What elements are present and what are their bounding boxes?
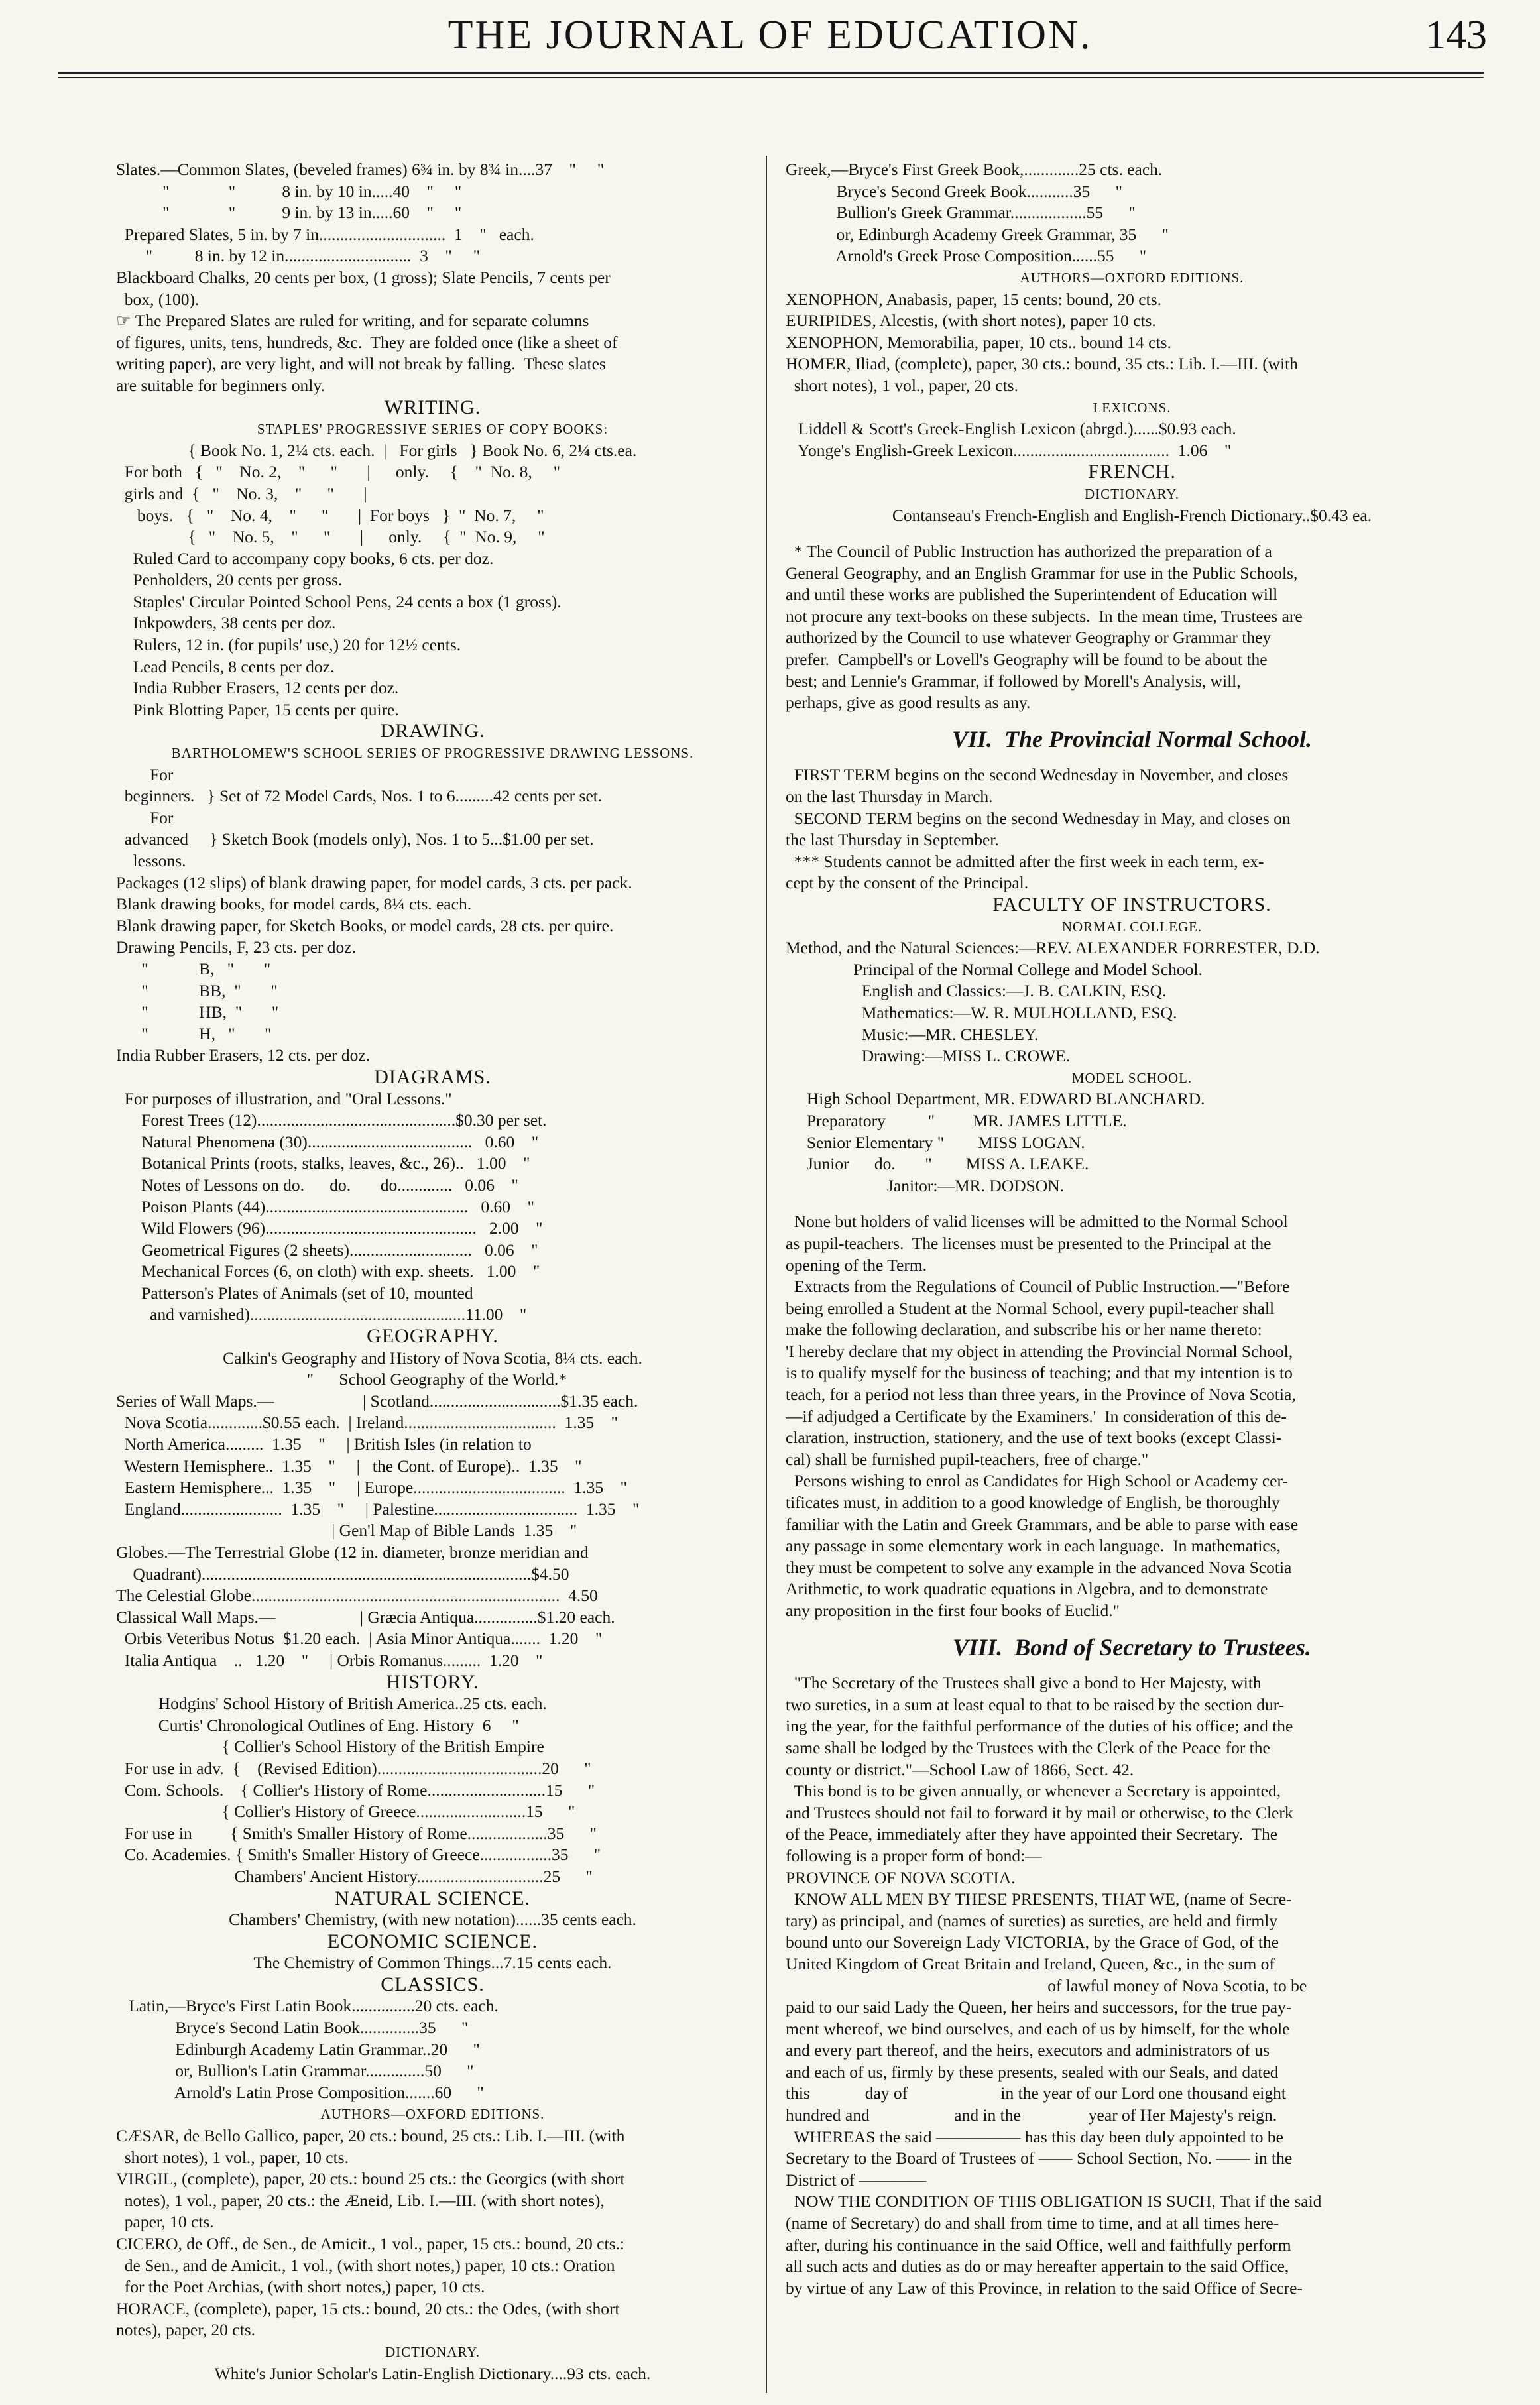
right-text-line: District of ———— xyxy=(786,2170,927,2190)
right-text-line: (name of Secretary) do and shall from time to time, and at all times here- xyxy=(786,2213,1279,2233)
left-text-line: " " 9 in. by 13 in.....60 " " xyxy=(116,203,462,223)
right-column xyxy=(786,159,1478,2299)
right-text-line: Yonge's English-Greek Lexicon..................................... 1.06 " xyxy=(786,440,1232,460)
right-text-line: of lawful money of Nova Scotia, to be xyxy=(786,1975,1307,1995)
left-text-line: Calkin's Geography and History of Nova Scotia, 8¼ cts. each. xyxy=(223,1348,642,1368)
right-text-line: ing the year, for the faithful performance of the duties of his office; and the xyxy=(786,1716,1293,1736)
left-text-line: Geometrical Figures (2 sheets)............................. 0.06 " xyxy=(116,1240,538,1260)
right-text-line: AUTHORS—OXFORD EDITIONS. xyxy=(1020,269,1244,286)
left-text-line: paper, 10 cts. xyxy=(116,2212,214,2232)
left-text-line: White's Junior Scholar's Latin-English Dictionary....93 cts. each. xyxy=(214,2363,651,2383)
right-text-line: cept by the consent of the Principal. xyxy=(786,873,1029,893)
left-text-line: For xyxy=(116,807,174,827)
right-text-line: paid to our said Lady the Queen, her heirs and successors, for the true pay- xyxy=(786,1997,1292,2017)
left-text-line: " HB, " " xyxy=(116,1002,279,1022)
left-text-line: Bryce's Second Latin Book..............35 " xyxy=(116,2018,469,2038)
right-text-line: not procure any text-books on these subjects. In the mean time, Trustees are xyxy=(786,606,1303,626)
left-text-line: Latin,—Bryce's First Latin Book...............20 cts. each. xyxy=(116,1996,499,2016)
right-text-line: MODEL SCHOOL. xyxy=(1071,1069,1193,1086)
left-text-line: Hodgins' School History of British America..25 cts. each. xyxy=(116,1694,547,1714)
left-text-line: England........................ 1.35 " | Palestine.................................. 1.35 " xyxy=(116,1499,640,1519)
left-text-line: Patterson's Plates of Animals (set of 10, mounted xyxy=(116,1283,473,1303)
right-text-line: and each of us, firmly by these presents, sealed with our Seals, and dated xyxy=(786,2062,1279,2082)
left-text-line: BARTHOLOMEW'S SCHOOL SERIES OF PROGRESSIVE DRAWING LESSONS. xyxy=(171,745,694,762)
left-text-line: Quadrant)..............................................................................$4.50 xyxy=(116,1564,569,1584)
right-text-line: *** Students cannot be admitted after the first week in each term, ex- xyxy=(786,851,1264,871)
right-text-line: after, during his continuance in the said Office, well and faithfully perform xyxy=(786,2235,1291,2255)
left-text-line: writing paper), are very light, and will not break by falling. These slates xyxy=(116,354,606,374)
right-text-line: VII. The Provincial Normal School. xyxy=(951,725,1313,752)
left-text-line: Eastern Hemisphere... 1.35 " | Europe.................................... 1.35 " xyxy=(116,1478,627,1497)
right-text-line: Preparatory " MR. JAMES LITTLE. xyxy=(786,1110,1127,1130)
right-text-line: any passage in some elementary work in each language. In mathematics, xyxy=(786,1536,1281,1556)
left-text-line: Blackboard Chalks, 20 cents per box, (1 gross); Slate Pencils, 7 cents per xyxy=(116,267,611,287)
right-text-line: Junior do. " MISS A. LEAKE. xyxy=(786,1154,1089,1174)
left-text-line: Botanical Prints (roots, stalks, leaves, &c., 26).. 1.00 " xyxy=(116,1153,530,1173)
right-text-line: claration, instruction, stationery, and the use of text books (except Classi- xyxy=(786,1428,1282,1448)
left-text-line: boys. { " No. 4, " " | For boys } " No. 7, " xyxy=(116,505,544,525)
right-text-line: None but holders of valid licenses will be admitted to the Normal School xyxy=(786,1212,1288,1232)
right-text-line: XENOPHON, Anabasis, paper, 15 cents: bound, 20 cts. xyxy=(786,289,1161,309)
left-text-line: Globes.—The Terrestrial Globe (12 in. diameter, bronze meridian and xyxy=(116,1543,589,1562)
right-text-line: Greek,—Bryce's First Greek Book,.............25 cts. each. xyxy=(786,160,1163,179)
left-text-line: ECONOMIC SCIENCE. xyxy=(327,1930,538,1952)
left-text-line: { Collier's School History of the British Empire xyxy=(116,1737,544,1757)
right-text-line: Bryce's Second Greek Book...........35 " xyxy=(786,181,1122,201)
right-text-line: or, Edinburgh Academy Greek Grammar, 35 " xyxy=(786,224,1169,244)
right-text-line: Extracts from the Regulations of Council of Public Instruction.—"Before xyxy=(786,1277,1290,1297)
right-text-line: Mathematics:—W. R. MULHOLLAND, ESQ. xyxy=(786,1002,1177,1022)
left-text-line: for the Poet Archias, (with short notes,) paper, 10 cts. xyxy=(116,2277,485,2297)
right-text-line: Persons wishing to enrol as Candidates for High School or Academy cer- xyxy=(786,1471,1288,1491)
right-text-line: Method, and the Natural Sciences:—REV. ALEXANDER FORRESTER, D.D. xyxy=(786,938,1320,958)
left-text-line: " 8 in. by 12 in.............................. 3 " " xyxy=(116,246,481,266)
right-text-line: KNOW ALL MEN BY THESE PRESENTS, THAT WE, (name of Secre- xyxy=(786,1889,1292,1909)
left-text-line: Mechanical Forces (6, on cloth) with exp. sheets. 1.00 " xyxy=(116,1261,540,1281)
left-text-line: and varnished)...................................................11.00 " xyxy=(116,1305,527,1324)
right-text-line: United Kingdom of Great Britain and Ireland, Queen, &c., in the sum of xyxy=(786,1954,1275,1973)
right-text-line: HOMER, Iliad, (complete), paper, 30 cts.: bound, 35 cts.: Lib. I.—III. (with xyxy=(786,354,1299,374)
right-text-line: perhaps, give as good results as any. xyxy=(786,693,1031,713)
left-text-line: CÆSAR, de Bello Gallico, paper, 20 cts.: bound, 25 cts.: Lib. I.—III. (with xyxy=(116,2126,625,2146)
left-text-line: Prepared Slates, 5 in. by 7 in.............................. 1 " each. xyxy=(116,224,534,244)
left-text-line: ☞ The Prepared Slates are ruled for writing, and for separate columns xyxy=(116,311,589,331)
right-text-line: NORMAL COLLEGE. xyxy=(1061,918,1203,935)
right-text-line: make the following declaration, and subscribe his or her name thereto: xyxy=(786,1320,1262,1340)
right-text-line: hundred and and in the year of Her Majesty's reign. xyxy=(786,2105,1277,2125)
left-text-line: For use in adv. { (Revised Edition).......................................20 " xyxy=(116,1758,591,1778)
left-text-line: advanced } Sketch Book (models only), Nos. 1 to 5...$1.00 per set. xyxy=(116,829,594,849)
left-text-line: VIRGIL, (complete), paper, 20 cts.: bound 25 cts.: the Georgics (with short xyxy=(116,2169,625,2189)
right-text-line: Arnold's Greek Prose Composition......55 " xyxy=(786,246,1147,266)
right-text-line: and every part thereof, and the heirs, executors and administrators of us xyxy=(786,2040,1270,2060)
left-text-line: Edinburgh Academy Latin Grammar..20 " xyxy=(116,2039,480,2059)
left-text-line: DIAGRAMS. xyxy=(374,1066,491,1088)
left-text-line: Notes of Lessons on do. do. do............. 0.06 " xyxy=(116,1175,518,1195)
right-text-line: they must be competent to solve any example in the advanced Nova Scotia xyxy=(786,1557,1292,1577)
right-text-line: Arithmetic, to work quadratic equations in Algebra, and to demonstrate xyxy=(786,1579,1268,1599)
journal-title: THE JOURNAL OF EDUCATION. xyxy=(447,13,1093,58)
left-text-line: Com. Schools. { Collier's History of Rome............................15 " xyxy=(116,1780,595,1800)
right-text-line: —if adjudged a Certificate by the Examiners.' In consideration of this de- xyxy=(786,1406,1287,1426)
left-text-line: For both { " No. 2, " " | only. { " No. 8, " xyxy=(116,462,561,482)
left-text-line: Curtis' Chronological Outlines of Eng. History 6 " xyxy=(116,1715,519,1735)
right-text-line: * The Council of Public Instruction has authorized the preparation of a xyxy=(786,542,1272,561)
left-text-line: Packages (12 slips) of blank drawing paper, for model cards, 3 cts. per pack. xyxy=(116,872,632,892)
left-text-line: India Rubber Erasers, 12 cts. per doz. xyxy=(116,1045,371,1065)
left-text-line: Co. Academies. { Smith's Smaller History of Greece.................35 " xyxy=(116,1845,601,1865)
right-text-line: EURIPIDES, Alcestis, (with short notes), paper 10 cts. xyxy=(786,311,1156,331)
right-text-line: SECOND TERM begins on the second Wednesday in May, and closes on xyxy=(786,808,1291,828)
right-text-line: XENOPHON, Memorabilia, paper, 10 cts.. bound 14 cts. xyxy=(786,332,1171,352)
right-text-line: all such acts and duties as do or may hereafter appertain to the said Office, xyxy=(786,2257,1289,2276)
right-text-line: Janitor:—MR. DODSON. xyxy=(786,1175,1065,1195)
right-text-line: ment whereof, we bind ourselves, and each of us by himself, for the whole xyxy=(786,2019,1290,2038)
right-text-line: following is a proper form of bond:— xyxy=(786,1846,1042,1865)
left-text-line: The Chemistry of Common Things...7.15 cents each. xyxy=(253,1953,612,1973)
left-text-line: DICTIONARY. xyxy=(385,2343,481,2360)
left-text-line: CLASSICS. xyxy=(381,1973,485,1995)
right-text-line: as pupil-teachers. The licenses must be presented to the Principal at the xyxy=(786,1233,1272,1253)
right-text-line: any proposition in the first four books of Euclid." xyxy=(786,1601,1120,1620)
left-text-line: beginners. } Set of 72 Model Cards, Nos. 1 to 6.........42 cents per set. xyxy=(116,786,603,806)
left-text-line: STAPLES' PROGRESSIVE SERIES OF COPY BOOKS: xyxy=(257,421,609,438)
left-text-line: | Gen'l Map of Bible Lands 1.35 " xyxy=(116,1521,577,1541)
left-text-line: North America......... 1.35 " | British Isles (in relation to xyxy=(116,1435,532,1454)
right-text-line: This bond is to be given annually, or whenever a Secretary is appointed, xyxy=(786,1781,1281,1801)
right-text-line: cal) shall be furnished pupil-teachers, free of charge." xyxy=(786,1449,1149,1469)
left-text-line: Lead Pencils, 8 cents per doz. xyxy=(116,656,335,676)
right-text-line: tary) as principal, and (names of sureties) as sureties, are held and firmly xyxy=(786,1910,1278,1930)
right-text-line: DICTIONARY. xyxy=(1084,485,1180,502)
right-text-line: being enrolled a Student at the Normal School, every pupil-teacher shall xyxy=(786,1298,1275,1318)
left-text-line: India Rubber Erasers, 12 cents per doz. xyxy=(116,678,399,698)
right-text-line: Bullion's Greek Grammar..................55 " xyxy=(786,203,1136,223)
left-text-line: HORACE, (complete), paper, 15 cts.: bound, 20 cts.: the Odes, (with short xyxy=(116,2298,620,2318)
left-text-line: " " 8 in. by 10 in.....40 " " xyxy=(116,181,462,201)
left-text-line: " School Geography of the World.* xyxy=(298,1370,567,1389)
left-text-line: notes), 1 vol., paper, 20 cts.: the Æneid, Lib. I.—III. (with short notes), xyxy=(116,2190,605,2210)
right-text-line: two sureties, in a sum at least equal to that to be raised by the section dur- xyxy=(786,1694,1285,1714)
right-text-line: the last Thursday in September. xyxy=(786,830,999,850)
right-text-line: tificates must, in addition to a good knowledge of English, be thoroughly xyxy=(786,1493,1280,1513)
right-text-line: this day of in the year of our Lord one thousand eight xyxy=(786,2083,1286,2103)
left-text-line: { " No. 5, " " | only. { " No. 9, " xyxy=(116,527,545,547)
right-text-line: of the Peace, immediately after they have appointed their Secretary. The xyxy=(786,1824,1278,1844)
left-text-line: Nova Scotia.............$0.55 each. | Ireland.................................... 1.35 " xyxy=(116,1413,619,1433)
left-text-line: are suitable for beginners only. xyxy=(116,375,325,395)
left-text-line: Staples' Circular Pointed School Pens, 24 cents a box (1 gross). xyxy=(116,591,562,611)
left-text-line: " BB, " " xyxy=(116,980,278,1000)
header-rule-thin xyxy=(58,77,1484,78)
right-text-line: FRENCH. xyxy=(1088,461,1176,483)
left-text-line: Poison Plants (44)................................................ 0.60 " xyxy=(116,1197,534,1216)
left-text-line: Italia Antiqua .. 1.20 " | Orbis Romanus......... 1.20 " xyxy=(116,1650,543,1670)
left-text-line: Blank drawing books, for model cards, 8¼ cts. each. xyxy=(116,894,472,914)
right-text-line: and until these works are published the Superintendent of Education will xyxy=(786,585,1278,605)
left-text-line: CICERO, de Off., de Sen., de Amicit., 1 vol., paper, 15 cts.: bound, 20 cts.: xyxy=(116,2234,624,2253)
right-text-line: "The Secretary of the Trustees shall give a bond to Her Majesty, with xyxy=(786,1673,1262,1693)
column-divider xyxy=(766,156,767,2393)
left-text-line: or, Bullion's Latin Grammar..............50 " xyxy=(116,2061,474,2081)
right-text-line: authorized by the Council to use whatever Geography or Grammar they xyxy=(786,628,1272,648)
right-text-line: prefer. Campbell's or Lovell's Geography will be found to be about the xyxy=(786,650,1268,670)
right-text-line: General Geography, and an English Grammar for use in the Public Schools, xyxy=(786,563,1298,583)
left-text-line: Series of Wall Maps.— | Scotland...............................$1.35 each. xyxy=(116,1391,638,1411)
right-text-line: short notes), 1 vol., paper, 20 cts. xyxy=(786,375,1018,395)
right-text-line xyxy=(786,1197,1478,1211)
left-text-line: Slates.—Common Slates, (beveled frames) 6¾ in. by 8¾ in....37 " " xyxy=(116,160,605,179)
left-text-line: Classical Wall Maps.— | Græcia Antiqua...............$1.20 each. xyxy=(116,1607,615,1627)
right-text-line: FIRST TERM begins on the second Wednesday in November, and closes xyxy=(786,765,1289,785)
right-text-line: by virtue of any Law of this Province, in relation to the said Office of Secre- xyxy=(786,2278,1303,2298)
left-text-line: Orbis Veteribus Notus $1.20 each. | Asia Minor Antiqua....... 1.20 " xyxy=(116,1629,603,1649)
left-text-line: notes), paper, 20 cts. xyxy=(116,2320,256,2340)
right-text-line: best; and Lennie's Grammar, if followed by Morell's Analysis, will, xyxy=(786,671,1241,691)
left-text-line: lessons. xyxy=(116,851,186,870)
right-text-line: teach, for a period not less than three years, in the Province of Nova Scotia, xyxy=(786,1385,1296,1405)
left-text-line: Drawing Pencils, F, 23 cts. per doz. xyxy=(116,937,356,957)
right-text-line: High School Department, MR. EDWARD BLANCHARD. xyxy=(786,1089,1205,1109)
left-text-line: Pink Blotting Paper, 15 cents per quire. xyxy=(116,699,399,719)
right-text-line: Contanseau's French-English and English-French Dictionary..$0.43 ea. xyxy=(892,505,1372,525)
left-text-line: DRAWING. xyxy=(380,721,485,742)
left-text-line: Blank drawing paper, for Sketch Books, or model cards, 28 cts. per quire. xyxy=(116,915,614,935)
left-text-line: For use in { Smith's Smaller History of Rome...................35 " xyxy=(116,1823,597,1843)
left-column xyxy=(116,159,749,2384)
left-text-line: Ruled Card to accompany copy books, 6 cts. per doz. xyxy=(116,548,494,568)
left-text-line: AUTHORS—OXFORD EDITIONS. xyxy=(320,2106,545,2123)
right-text-line: Drawing:—MISS L. CROWE. xyxy=(786,1046,1071,1066)
left-text-line: WRITING. xyxy=(384,396,481,418)
left-text-line: GEOGRAPHY. xyxy=(367,1326,499,1348)
header-rule xyxy=(58,72,1484,74)
right-text-line: Liddell & Scott's Greek-English Lexicon (abrgd.)......$0.93 each. xyxy=(786,419,1236,439)
left-text-line: Chambers' Ancient History..............................25 " xyxy=(116,1866,593,1886)
right-text-line: VIII. Bond of Secretary to Trustees. xyxy=(953,1633,1311,1661)
left-text-line: Chambers' Chemistry, (with new notation)......35 cents each. xyxy=(229,1910,636,1930)
right-text-line: NOW THE CONDITION OF THIS OBLIGATION IS SUCH, That if the said xyxy=(786,2192,1322,2211)
left-text-line: girls and { " No. 3, " " | xyxy=(116,483,367,503)
left-text-line: de Sen., and de Amicit., 1 vol., (with short notes,) paper, 10 cts.: Oration xyxy=(116,2255,615,2275)
left-text-line: Arnold's Latin Prose Composition.......60 " xyxy=(116,2082,484,2102)
left-text-line: short notes), 1 vol., paper, 10 cts. xyxy=(116,2147,349,2167)
left-text-line: { Book No. 1, 2¼ cts. each. | For girls } Book No. 6, 2¼ cts.ea. xyxy=(116,440,637,460)
left-text-line: Wild Flowers (96).................................................. 2.00 " xyxy=(116,1218,543,1238)
right-text-line: LEXICONS. xyxy=(1093,399,1171,416)
left-text-line: " H, " " xyxy=(116,1024,272,1043)
right-text-line: is to qualify myself for the business of teaching; and that my intention is to xyxy=(786,1363,1293,1383)
page-number: 143 xyxy=(1425,13,1487,58)
left-text-line: Forest Trees (12)...............................................$0.30 per set. xyxy=(116,1110,547,1130)
right-text-line: opening of the Term. xyxy=(786,1255,927,1275)
right-text-line: 'I hereby declare that my object in attending the Provincial Normal School, xyxy=(786,1341,1293,1361)
left-text-line: HISTORY. xyxy=(386,1671,479,1693)
right-text-line: bound unto our Sovereign Lady VICTORIA, by the Grace of God, of the xyxy=(786,1932,1279,1952)
right-text-line: on the last Thursday in March. xyxy=(786,787,993,807)
right-text-line: Music:—MR. CHESLEY. xyxy=(786,1024,1039,1044)
left-text-line: For xyxy=(116,764,174,784)
right-text-line: FACULTY OF INSTRUCTORS. xyxy=(992,894,1272,915)
left-text-line: For purposes of illustration, and "Oral Lessons." xyxy=(116,1088,452,1108)
right-text-line: county or district."—School Law of 1866, Sect. 42. xyxy=(786,1759,1134,1779)
right-text-line: Senior Elementary " MISS LOGAN. xyxy=(786,1132,1085,1152)
left-text-line: NATURAL SCIENCE. xyxy=(335,1887,530,1909)
right-text-line: same shall be lodged by the Trustees with the Clerk of the Peace for the xyxy=(786,1737,1270,1757)
right-text-line: and Trustees should not fail to forward it by mail or otherwise, to the Clerk xyxy=(786,1802,1293,1822)
left-text-line: The Celestial Globe......................................................................... 4.50 xyxy=(116,1586,598,1606)
left-text-line: Penholders, 20 cents per gross. xyxy=(116,570,343,590)
left-text-line: " B, " " xyxy=(116,959,271,978)
right-text-line: WHEREAS the said ————— has this day been duly appointed to be xyxy=(786,2127,1283,2146)
right-text-line: Principal of the Normal College and Model School. xyxy=(786,959,1203,979)
right-text-line: Secretary to the Board of Trustees of —— School Section, No. —— in the xyxy=(786,2148,1293,2168)
left-text-line: of figures, units, tens, hundreds, &c. They are folded once (like a sheet of xyxy=(116,332,618,352)
right-text-line: English and Classics:—J. B. CALKIN, ESQ. xyxy=(786,981,1167,1001)
left-text-line: Inkpowders, 38 cents per doz. xyxy=(116,613,336,633)
right-text-line: PROVINCE OF NOVA SCOTIA. xyxy=(786,1867,1016,1887)
left-text-line: Natural Phenomena (30)....................................... 0.60 " xyxy=(116,1132,539,1151)
right-text-line xyxy=(786,526,1478,541)
left-text-line: Western Hemisphere.. 1.35 " | the Cont. of Europe).. 1.35 " xyxy=(116,1456,582,1476)
right-text-line: familiar with the Latin and Greek Grammars, and be able to parse with ease xyxy=(786,1514,1299,1534)
left-text-line: Rulers, 12 in. (for pupils' use,) 20 for 12½ cents. xyxy=(116,635,461,655)
left-text-line: box, (100). xyxy=(116,289,200,309)
left-text-line: { Collier's History of Greece..........................15 " xyxy=(116,1802,575,1822)
